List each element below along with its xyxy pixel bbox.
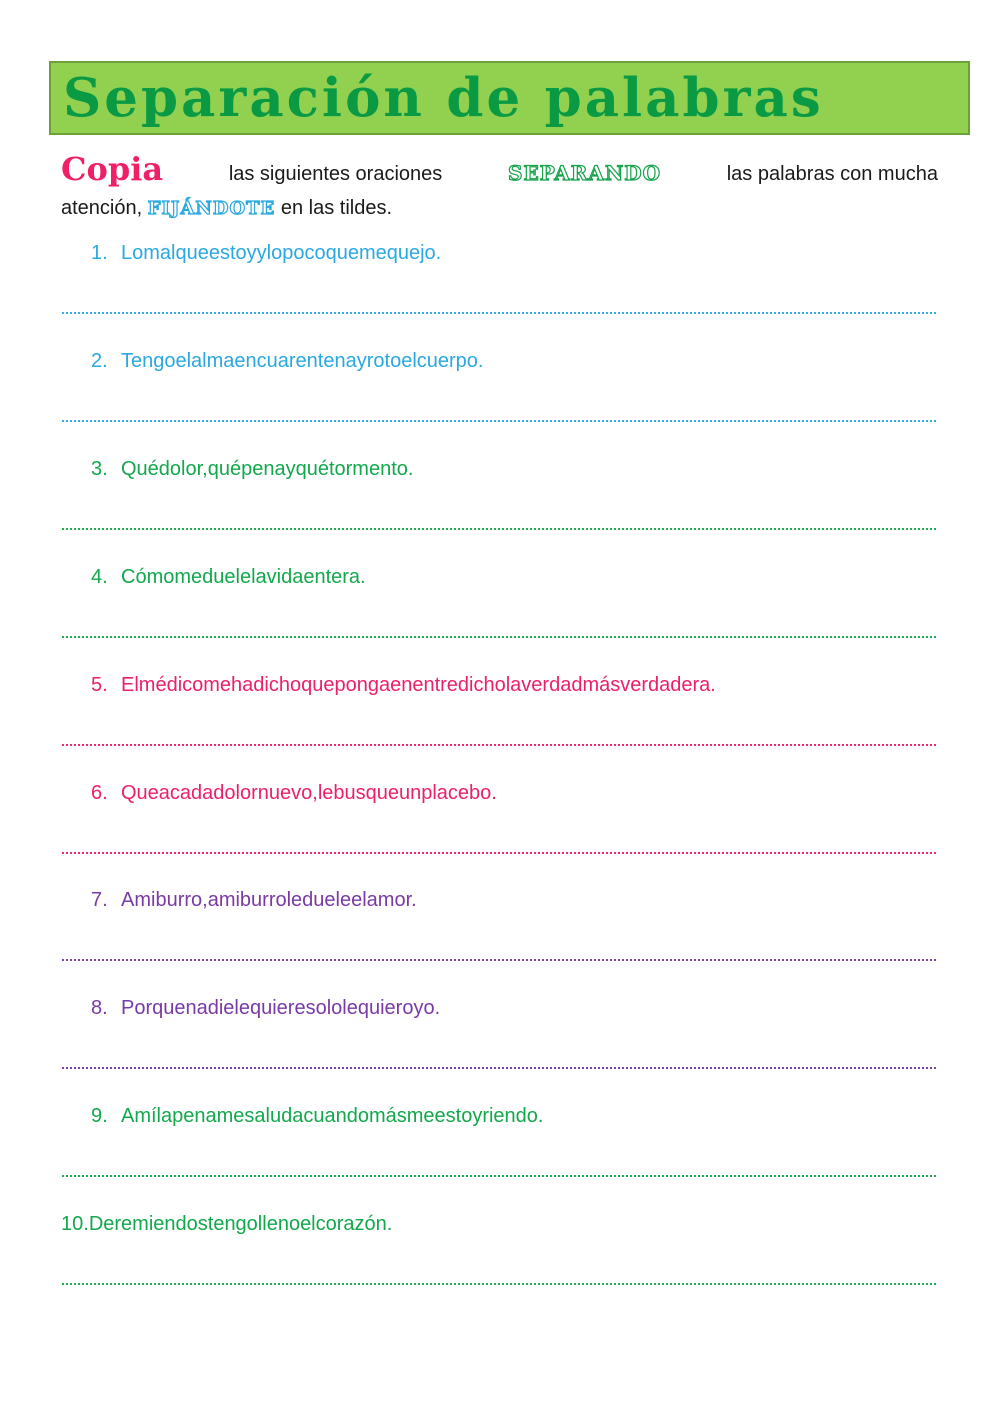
item-number: 10. — [61, 1213, 89, 1235]
item-number: 4. — [91, 566, 108, 588]
item-sentence: Amiburro,amiburroledueleelamor. — [121, 889, 417, 911]
item-number: 1. — [91, 242, 108, 264]
list-item — [91, 349, 483, 373]
instructions-line-2 — [61, 191, 938, 226]
item-sentence: Deremiendostengollenoelcorazón. — [88, 1213, 393, 1235]
answer-line[interactable] — [61, 528, 937, 530]
list-item — [91, 241, 441, 265]
instructions-text-4: en las tildes. — [280, 197, 393, 219]
page-title: Separación de palabras — [63, 67, 824, 129]
item-number: 7. — [91, 889, 108, 911]
list-item — [91, 781, 497, 805]
list-item — [91, 888, 417, 912]
answer-line[interactable] — [61, 420, 937, 422]
item-sentence: Quédolor,quépenayquétormento. — [121, 458, 414, 480]
instructions-text-3: atención, — [61, 197, 143, 219]
item-number: 2. — [91, 350, 108, 372]
answer-line[interactable] — [61, 636, 937, 638]
keyword-separando: SEPARANDO — [508, 161, 661, 185]
list-item — [91, 565, 366, 589]
answer-line[interactable] — [61, 1283, 937, 1285]
item-sentence: Cómomeduelelavidaentera. — [121, 566, 366, 588]
instructions-line-1 — [61, 152, 938, 191]
item-sentence: Tengoelalmaencuarentenayrotoelcuerpo. — [121, 350, 484, 372]
item-sentence: Amílapenamesaludacuandomásmeestoyriendo. — [121, 1105, 544, 1127]
item-sentence: Lomalqueestoyylopocoquemequejo. — [121, 242, 442, 264]
list-item — [91, 673, 716, 697]
answer-line[interactable] — [61, 744, 937, 746]
answer-line[interactable] — [61, 1175, 937, 1177]
item-number: 6. — [91, 782, 108, 804]
item-number: 9. — [91, 1105, 108, 1127]
keyword-copia: Copia — [61, 150, 164, 188]
list-item — [91, 996, 440, 1020]
item-number: 5. — [91, 674, 108, 696]
item-sentence: Elmédicomehadichoquepongaenentredicholaverdadmásverdadera. — [121, 674, 716, 696]
item-sentence: Queacadadolornuevo,lebusqueunplacebo. — [121, 782, 497, 804]
list-item — [91, 457, 413, 481]
answer-line[interactable] — [61, 852, 937, 854]
keyword-fijandote: FIJÁNDOTE — [147, 198, 276, 219]
answer-line[interactable] — [61, 312, 937, 314]
answer-line[interactable] — [61, 959, 937, 961]
list-item — [91, 1104, 543, 1128]
item-number: 3. — [91, 458, 108, 480]
instructions-paragraph — [61, 152, 938, 226]
title-banner — [49, 61, 970, 135]
list-item — [61, 1212, 392, 1236]
item-sentence: Porquenadielequieresololequieroyo. — [121, 997, 441, 1019]
item-number: 8. — [91, 997, 108, 1019]
instructions-text-2: las palabras con mucha — [726, 163, 938, 185]
answer-line[interactable] — [61, 1067, 937, 1069]
instructions-text-1: las siguientes oraciones — [228, 163, 443, 185]
